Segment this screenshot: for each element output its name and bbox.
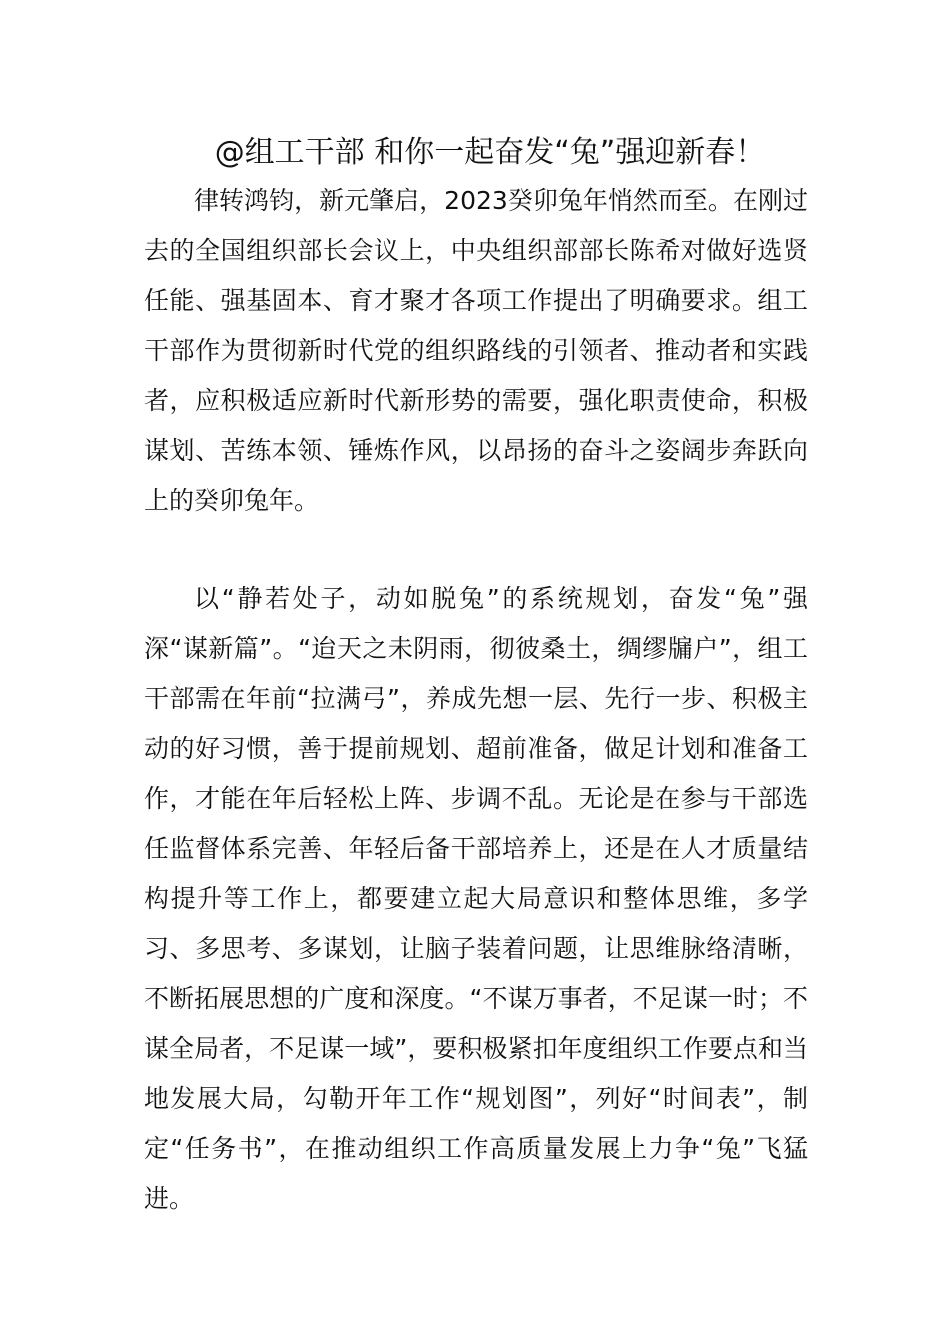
paragraph-intro: 律转鸿钧，新元肇启，2023癸卯兔年悄然而至。在刚过去的全国组织部长会议上，中央组织部部长陈希对做好选贤任能、强基固本、育才聚才各项工作提出了明确要求。组工干部作为贯彻新时代党的组织路线的引领者、推动者和实践者，应积极适应新时代新形势的需要，强化职责使命，积极谋划、苦练本领、锤炼作风，以昂扬的奋斗之姿阔步奔跃向上的癸卯兔年。 (144, 186, 808, 515)
document-title: @组工干部 和你一起奋发“兔”强迎新春！ (214, 135, 766, 170)
paragraph-planning: 以“静若处子，动如脱兔”的系统规划，奋发“兔”强深“谋新篇”。“迨天之未阴雨，彻彼桑土，绸缪牖户”，组工干部需在年前“拉满弓”，养成先想一层、先行一步、积极主动的好习惯，善于提前规划、超前准备，做足计划和准备工作，才能在年后轻松上阵、步调不乱。无论是在参与干部选任监督体系完善、年轻后备干部培养上，还是在人才质量结构提升等工作上，都要建立起大局意识和整体思维，多学习、多思考、多谋划，让脑子装着问题，让思维脉络清晰，不断拓展思想的广度和深度。“不谋万事者，不足谋一时；不谋全局者，不足谋一域”，要积极紧扣年度组织工作要点和当地发展大局，勾勒开年工作“规划图”，列好“时间表”，制定“任务书”，在推动组织工作高质量发展上力争“兔”飞猛进。 (144, 584, 808, 1213)
